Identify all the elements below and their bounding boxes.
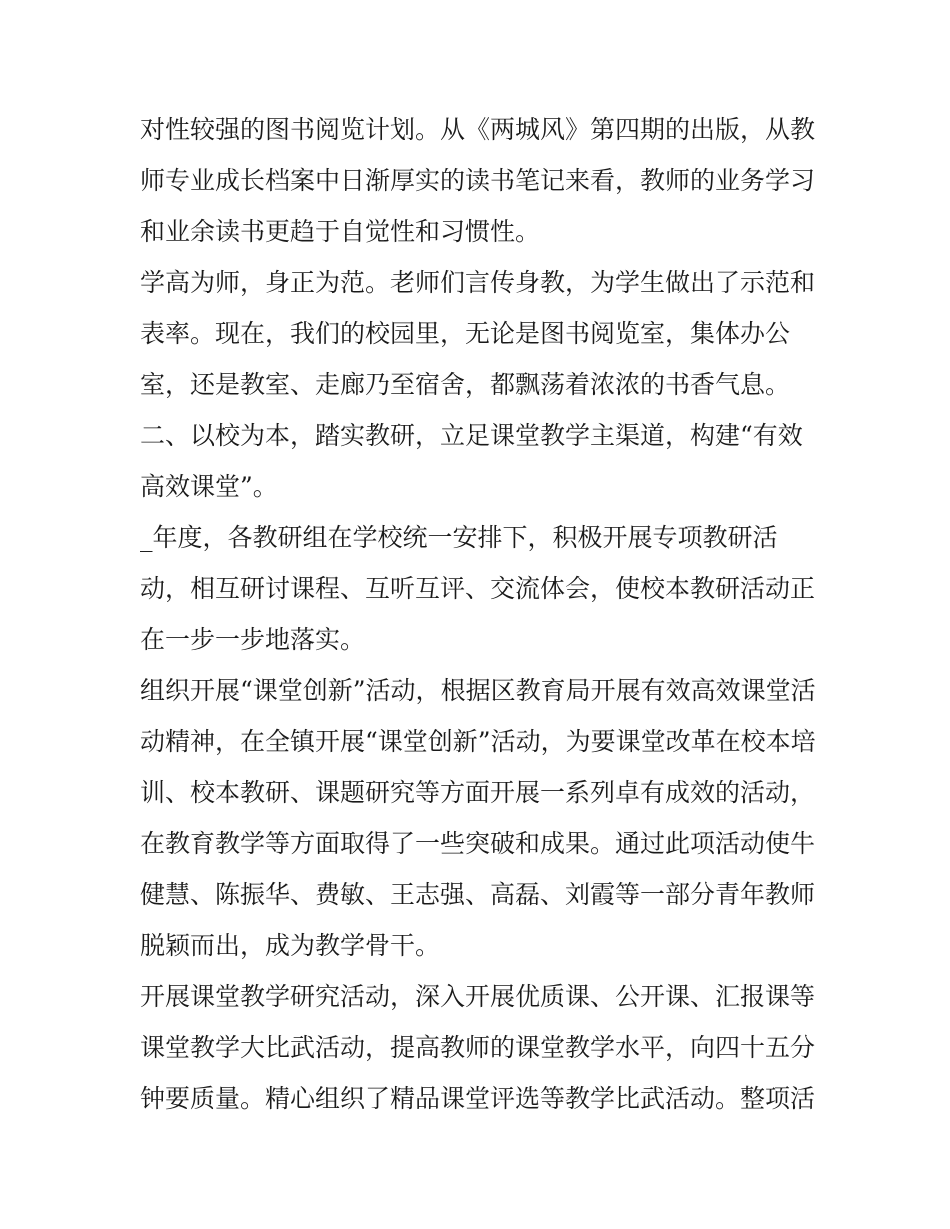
text-line: 动精神，在全镇开展“课堂创新”活动，为要课堂改革在校本培 bbox=[140, 727, 816, 756]
text-line: 在一步一步地落实。 bbox=[140, 625, 366, 654]
text-line: 学高为师，身正为范。老师们言传身教，为学生做出了示范和 bbox=[140, 268, 816, 297]
text-line: 师专业成长档案中日渐厚实的读书笔记来看，教师的业务学习 bbox=[140, 166, 816, 195]
text-line: 高效课堂”。 bbox=[140, 472, 278, 501]
text-line: 训、校本教研、课题研究等方面开展一系列卓有成效的活动， bbox=[140, 778, 816, 807]
text-line: 课堂教学大比武活动，提高教师的课堂教学水平，向四十五分 bbox=[140, 1033, 816, 1062]
text-line: 组织开展“课堂创新”活动，根据区教育局开展有效高效课堂活 bbox=[140, 676, 816, 705]
text-line: 钟要质量。精心组织了精品课堂评选等教学比武活动。整项活 bbox=[140, 1084, 816, 1113]
text-line: _年度，各教研组在学校统一安排下，积极开展专项教研活 bbox=[140, 523, 778, 552]
text-line: 和业余读书更趋于自觉性和习惯性。 bbox=[140, 217, 541, 246]
text-line: 脱颖而出，成为教学骨干。 bbox=[140, 931, 441, 960]
text-line: 二、以校为本，踏实教研，立足课堂教学主渠道，构建“有效 bbox=[140, 421, 803, 450]
text-line: 动，相互研讨课程、互听互评、交流体会，使校本教研活动正 bbox=[140, 574, 816, 603]
text-line: 开展课堂教学研究活动，深入开展优质课、公开课、汇报课等 bbox=[140, 982, 816, 1011]
text-line: 室，还是教室、走廊乃至宿舍，都飘荡着浓浓的书香气息。 bbox=[140, 370, 791, 399]
text-line: 健慧、陈振华、费敏、王志强、高磊、刘霞等一部分青年教师 bbox=[140, 880, 816, 909]
text-line: 表率。现在，我们的校园里，无论是图书阅览室，集体办公 bbox=[140, 319, 791, 348]
text-line: 对性较强的图书阅览计划。从《两城风》第四期的出版，从教 bbox=[140, 115, 816, 144]
text-line: 在教育教学等方面取得了一些突破和成果。通过此项活动使牛 bbox=[140, 829, 816, 858]
